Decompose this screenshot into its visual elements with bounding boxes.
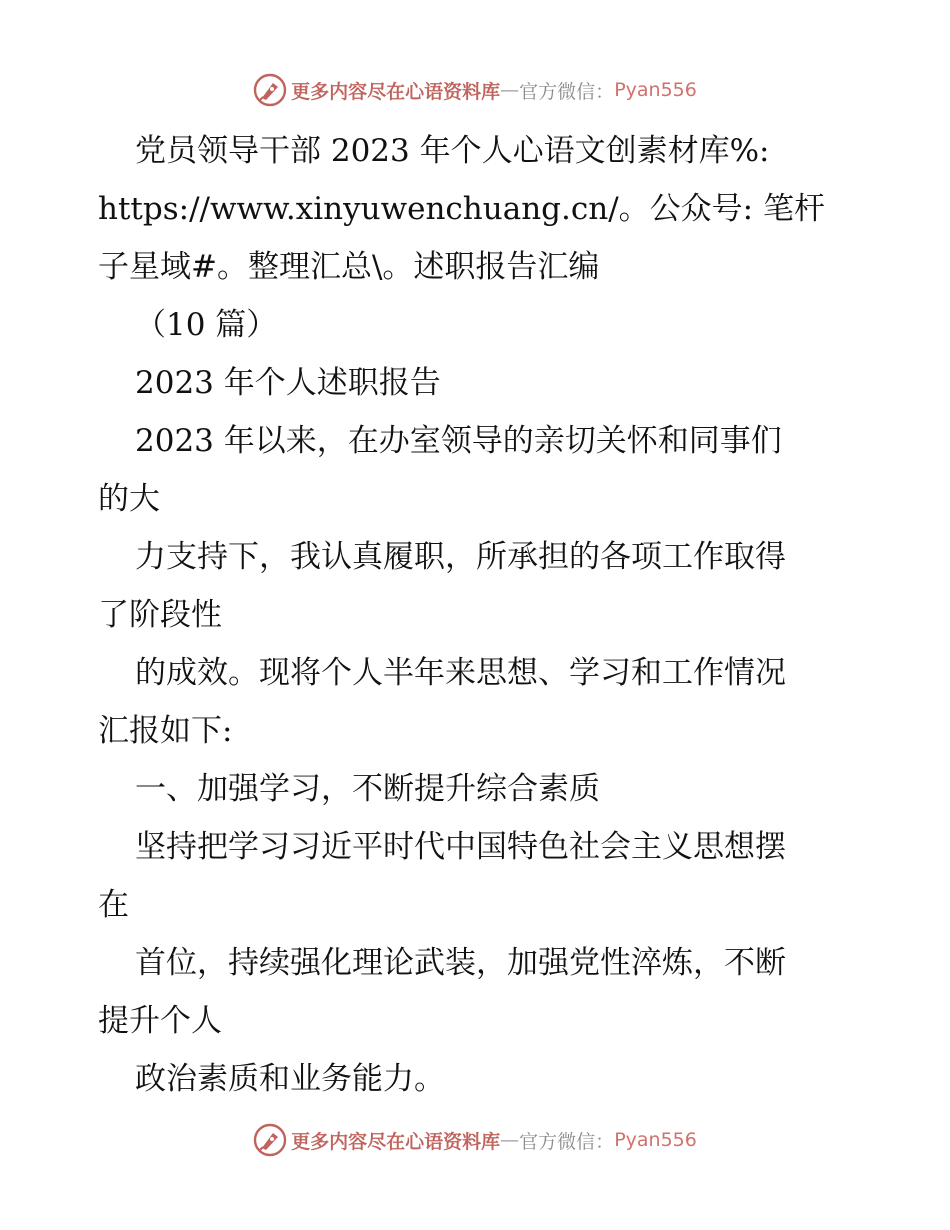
- pen-nib-logo-icon: [253, 1123, 287, 1157]
- doc-line-count: （10 篇）: [135, 307, 278, 343]
- doc-line-source: 子星域#。整理汇总\。述职报告汇编: [98, 249, 600, 285]
- doc-line-paragraph-2b: 在: [98, 887, 129, 923]
- doc-line-paragraph-1d: 了阶段性: [98, 597, 222, 633]
- doc-line-paragraph-1c: 力支持下，我认真履职，所承担的各项工作取得: [135, 539, 786, 575]
- watermark-wechat-label: 官方微信：: [519, 80, 615, 103]
- watermark-wechat-id: Pyan556: [614, 1129, 697, 1151]
- header-watermark: [0, 72, 950, 108]
- doc-line-url: https://www.xinyuwenchuang.cn/。公众号: 笔杆: [98, 191, 825, 227]
- document-body: [98, 122, 858, 1108]
- watermark-dash: —: [500, 79, 520, 101]
- doc-line-section-heading: 一、加强学习，不断提升综合素质: [135, 771, 600, 807]
- doc-line-paragraph-1e: 的成效。现将个人半年来思想、学习和工作情况: [135, 655, 786, 691]
- footer-watermark: [0, 1122, 950, 1158]
- doc-line-paragraph-2e: 政治素质和业务能力。: [135, 1061, 445, 1097]
- watermark-dash: —: [500, 1129, 520, 1151]
- doc-line-paragraph-2a: 坚持把学习习近平时代中国特色社会主义思想摆: [135, 829, 786, 865]
- doc-line-heading: 2023 年个人述职报告: [135, 365, 441, 401]
- pen-nib-logo-icon: [253, 73, 287, 107]
- doc-line-paragraph-1a: 2023 年以来，在办室领导的亲切关怀和同事们: [135, 423, 782, 459]
- doc-line-paragraph-2c: 首位，持续强化理论武装，加强党性淬炼，不断: [135, 945, 786, 981]
- doc-line-paragraph-2d: 提升个人: [98, 1003, 222, 1039]
- watermark-brand: 更多内容尽在心语资料库: [291, 1130, 501, 1153]
- watermark-wechat-id: Pyan556: [614, 79, 697, 101]
- doc-line-title: 党员领导干部 2023 年个人心语文创素材库%:: [135, 133, 770, 169]
- watermark-brand: 更多内容尽在心语资料库: [291, 80, 501, 103]
- doc-line-paragraph-1f: 汇报如下:: [98, 713, 233, 749]
- watermark-wechat-label: 官方微信：: [519, 1130, 615, 1153]
- doc-line-paragraph-1b: 的大: [98, 481, 160, 517]
